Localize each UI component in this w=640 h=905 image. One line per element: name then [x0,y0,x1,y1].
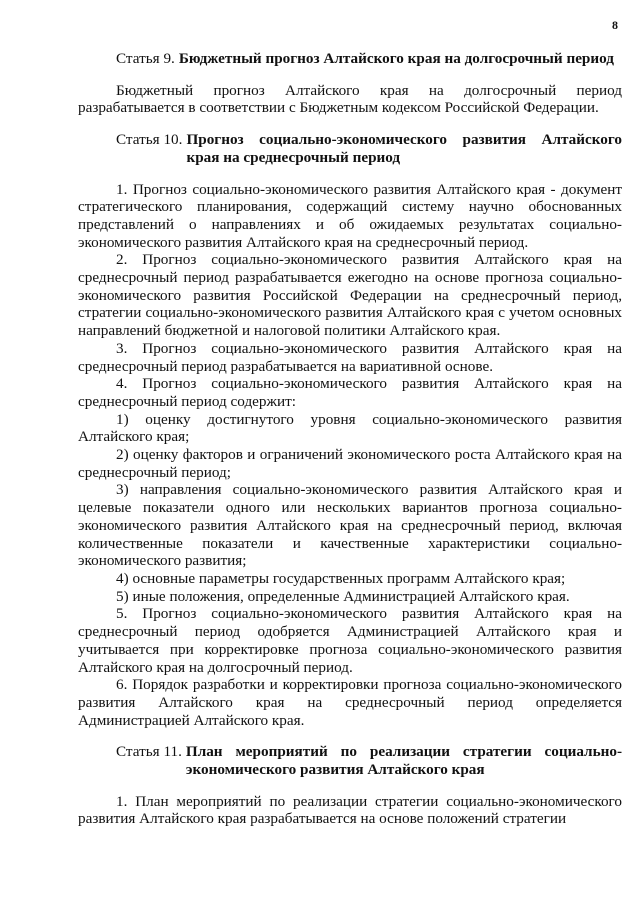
article-11-title: План мероприятий по реализации стратегии социально-экономического развития Алтайского края [185,743,622,779]
page-number: 8 [612,18,618,32]
article-11-paragraph-1: 1. План мероприятий по реализации стратегии социально-экономического развития Алтайского края разрабатывается на основе положений стратегии [78,792,622,828]
article-10-paragraph-4: 4. Прогноз социально-экономического развития Алтайского края на среднесрочный период содержит: [78,375,622,410]
article-9-label: Статья 9. [116,50,175,67]
article-10-subitem-3: 3) направления социально-экономического развития Алтайского края и целевые показатели одного или нескольких вариантов прогноза социально-экономического развития Алтайского края на среднесрочный период, включая количественные показатели и качественные характеристики социально-экономического развития; [78,481,622,570]
article-10-paragraph-6: 6. Порядок разработки и корректировки прогноза социально-экономического развития Алтайского края на среднесрочный период определяется Администрацией Алтайского края. [78,676,622,729]
article-10-paragraph-5: 5. Прогноз социально-экономического развития Алтайского края на среднесрочный период одобряется Администрацией Алтайского края и учитывается при корректировке прогноза социально-экономического развития Алтайского края на долгосрочный период. [78,605,622,676]
article-10-subitem-2: 2) оценку факторов и ограничений экономического роста Алтайского края на среднесрочный период; [78,446,622,481]
document-body [78,50,622,828]
article-10-subitem-4: 4) основные параметры государственных программ Алтайского края; [116,569,566,587]
article-10-paragraph-3: 3. Прогноз социально-экономического развития Алтайского края на среднесрочный период разрабатывается на вариативной основе. [78,339,622,375]
article-10-subitem-1: 1) оценку достигнутого уровня социально-экономического развития Алтайского края; [78,410,622,446]
article-10-label: Статья 10. [116,131,183,149]
article-9-paragraph-1: Бюджетный прогноз Алтайского края на долгосрочный период разрабатывается в соответствии с Бюджетным кодексом Российской Федерации. [78,81,622,117]
article-10-paragraph-1: 1. Прогноз социально-экономического развития Алтайского края - документ стратегического планирования, содержащий систему научно обоснованных представлений о направлениях и об ожидаемых результатах социально-экономического развития Алтайского края на среднесрочный период. [78,180,622,251]
article-9-heading [78,50,622,68]
article-9-title: Бюджетный прогноз Алтайского края на долгосрочный период [178,50,614,67]
article-10-heading [78,131,622,166]
article-10-paragraph-2: 2. Прогноз социально-экономического развития Алтайского края на среднесрочный период разрабатывается ежегодно на основе прогноза социально-экономического развития Российской Федерации на среднесрочный период, стратегии социально-экономического развития Алтайского края с учетом основных направлений бюджетной и налоговой политики Алтайского края. [78,251,622,340]
article-10-subitem-5: 5) иные положения, определенные Администрацией Алтайского края. [116,587,570,605]
article-11-heading [78,743,622,778]
article-10-title: Прогноз социально-экономического развития Алтайского края на среднесрочный период [186,131,622,166]
article-11-label: Статья 11. [116,743,182,761]
